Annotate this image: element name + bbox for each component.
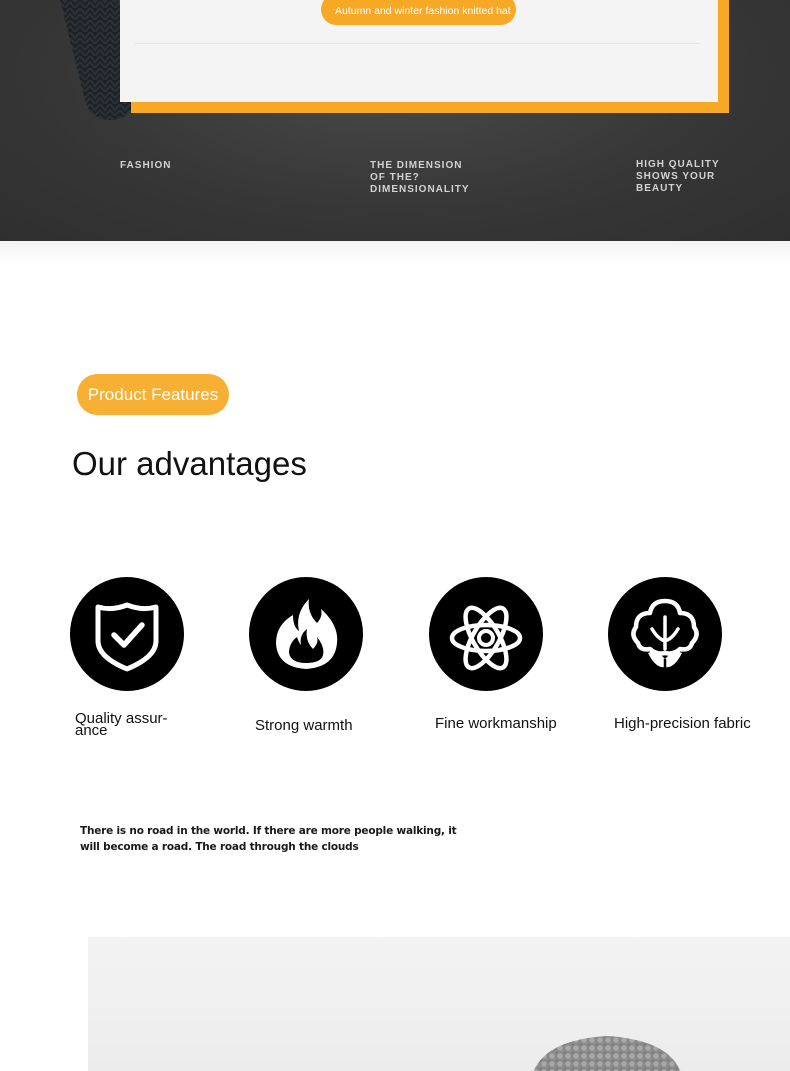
product-title-pill: Autumn and winter fashion knitted hat [321, 0, 516, 25]
banner-label-fashion: FASHION [120, 160, 172, 171]
fashion-banner [0, 0, 790, 241]
feature-workmanship [429, 577, 543, 691]
knitted-hat-image [532, 1036, 682, 1071]
banner-label-dimension: THE DIMENSION OF THE? DIMENSIONALITY [370, 160, 470, 195]
feature-warmth [249, 577, 363, 691]
section-title: Our advantages [72, 445, 307, 482]
cotton-icon [608, 577, 722, 691]
atom-icon [429, 577, 543, 691]
feature-label-workmanship: Fine workmanship [435, 715, 557, 732]
quote-text: There is no road in the world. If there are more people walking, it will become a road. The road through the clouds [80, 825, 457, 853]
feature-quality [70, 577, 184, 691]
feature-label-warmth: Strong warmth [255, 717, 353, 734]
feature-label-quality: Quality assur- ance [75, 710, 168, 739]
banner-fade [0, 241, 790, 263]
product-features-badge: Product Features [77, 374, 229, 415]
frame-divider [135, 43, 700, 44]
flame-icon [249, 577, 363, 691]
feature-label-fabric: High-precision fabric [614, 715, 751, 732]
shield-check-icon [70, 577, 184, 691]
banner-label-quality: HIGH QUALITY SHOWS YOUR BEAUTY [636, 159, 720, 194]
product-photo [88, 937, 790, 1071]
feature-fabric [608, 577, 722, 691]
